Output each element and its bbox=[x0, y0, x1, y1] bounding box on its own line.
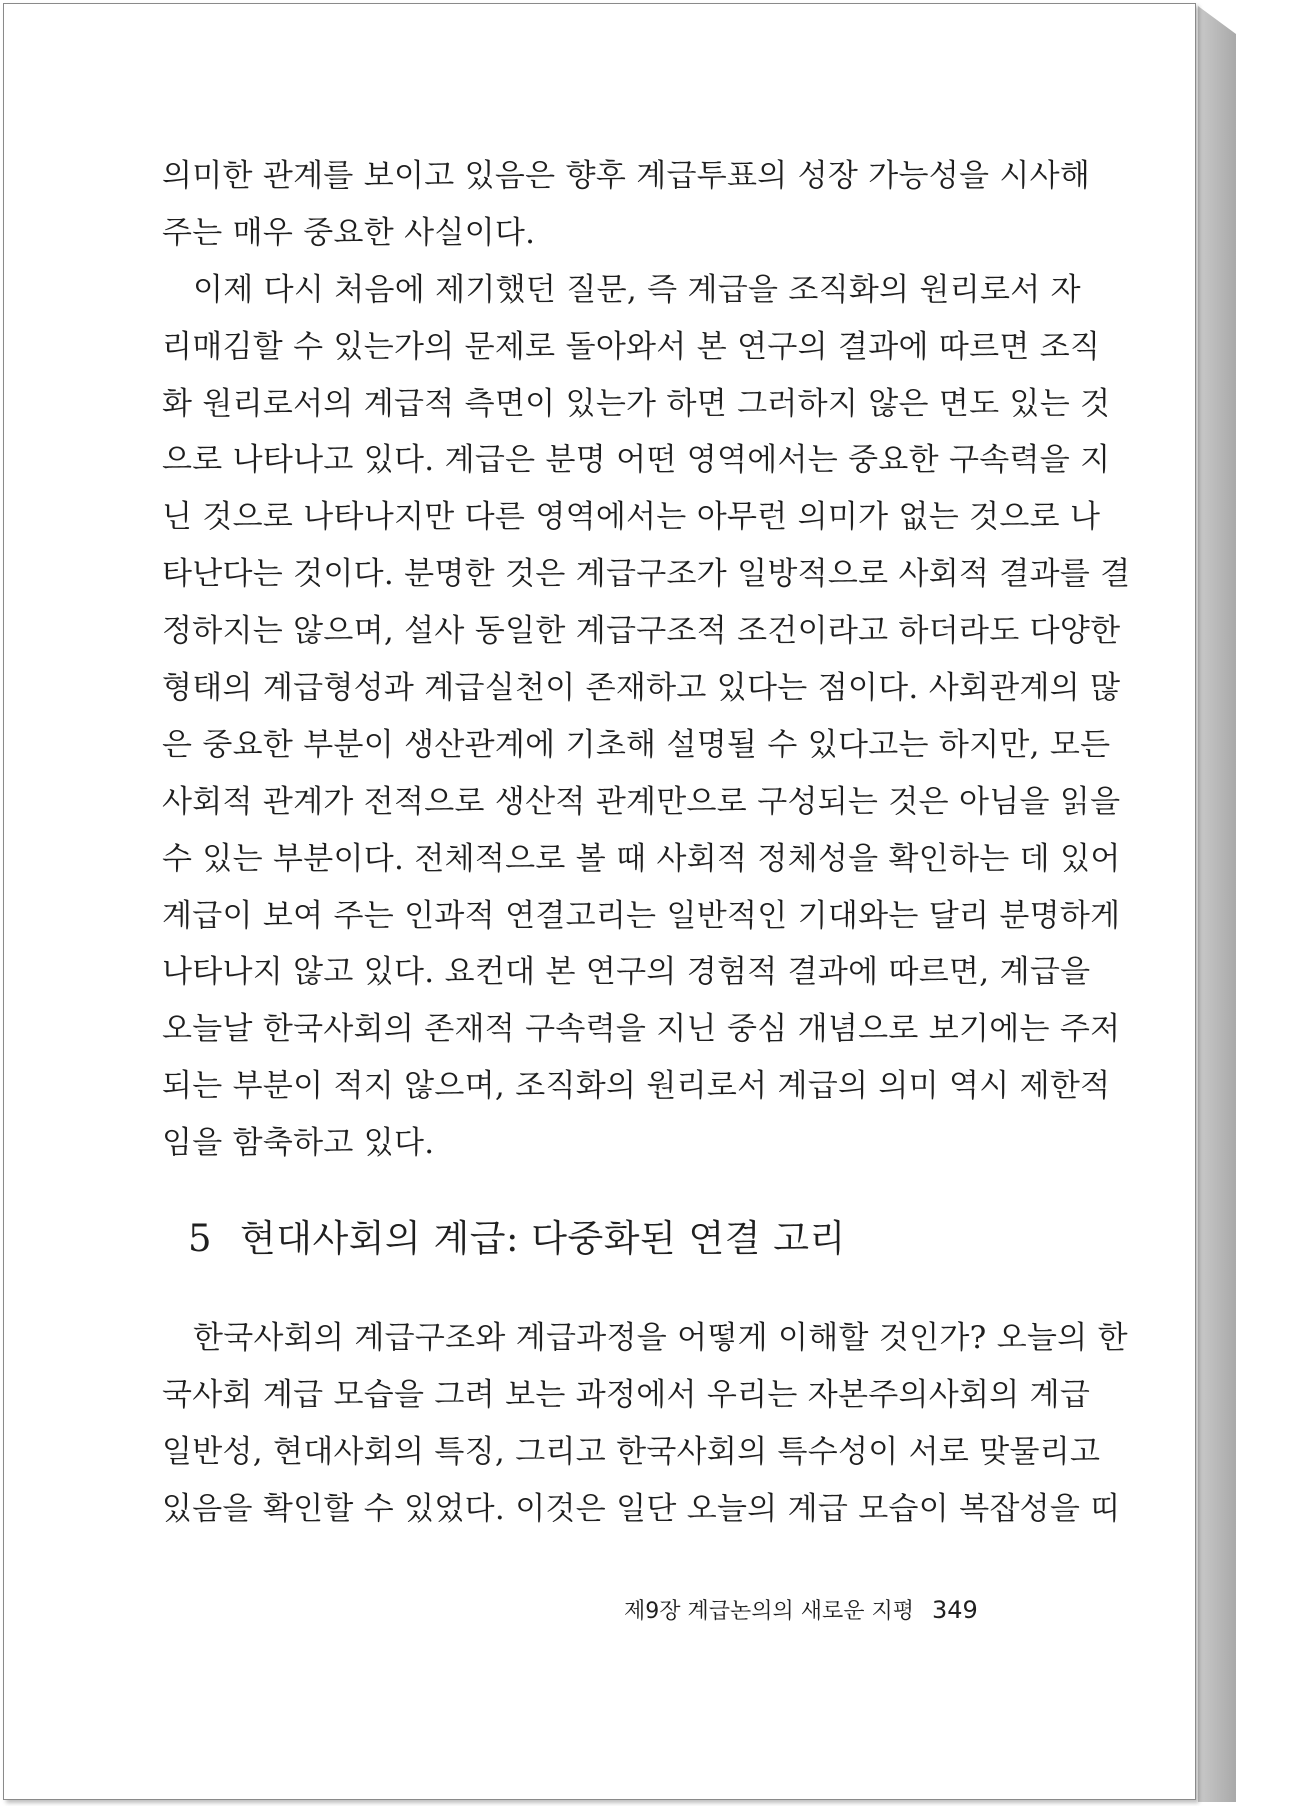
text-line: 이제 다시 처음에 제기했던 질문, 즉 계급을 조직화의 원리로서 자 bbox=[193, 271, 1081, 308]
book-page bbox=[3, 3, 1196, 1800]
text-line: 타난다는 것이다. 분명한 것은 계급구조가 일방적으로 사회적 결과를 결 bbox=[162, 556, 1131, 593]
text-line: 있음을 확인할 수 있었다. 이것은 일단 오늘의 계급 모습이 복잡성을 띠 bbox=[162, 1490, 1121, 1527]
text-line: 으로 나타나고 있다. 계급은 분명 어떤 영역에서는 중요한 구속력을 지 bbox=[162, 442, 1111, 479]
text-line: 한국사회의 계급구조와 계급과정을 어떻게 이해할 것인가? 오늘의 한 bbox=[193, 1320, 1128, 1356]
text-line: 국사회 계급 모습을 그려 보는 과정에서 우리는 자본주의사회의 계급 bbox=[162, 1376, 1091, 1413]
text-line: 정하지는 않으며, 설사 동일한 계급구조적 조건이라고 하더라도 다양한 bbox=[162, 613, 1121, 650]
text-line: 형태의 계급형성과 계급실천이 존재하고 있다는 점이다. 사회관계의 많 bbox=[162, 670, 1121, 707]
text-line: 되는 부분이 적지 않으며, 조직화의 원리로서 계급의 의미 역시 제한적 bbox=[162, 1068, 1111, 1105]
chapter-label: 제9장 계급논의의 새로운 지평 bbox=[624, 1599, 915, 1624]
text-line: 일반성, 현대사회의 특징, 그리고 한국사회의 특수성이 서로 맞물리고 bbox=[162, 1433, 1101, 1470]
body-paragraph-block-2 bbox=[162, 1310, 1128, 1538]
text-line: 리매김할 수 있는가의 문제로 돌아와서 본 연구의 결과에 따르면 조직 bbox=[162, 328, 1101, 365]
text-line: 주는 매우 중요한 사실이다. bbox=[162, 214, 536, 251]
text-line: 은 중요한 부분이 생산관계에 기초해 설명될 수 있다고는 하지만, 모든 bbox=[162, 726, 1111, 763]
page-edge-shadow bbox=[1198, 6, 1236, 1802]
body-paragraph-block-1 bbox=[162, 148, 1131, 1172]
text-line: 의미한 관계를 보이고 있음은 향후 계급투표의 성장 가능성을 시사해 bbox=[162, 158, 1091, 194]
text-line: 오늘날 한국사회의 존재적 구속력을 지닌 중심 개념으로 보기에는 주저 bbox=[162, 1011, 1121, 1048]
running-footer bbox=[624, 1594, 978, 1625]
section-heading bbox=[188, 1208, 846, 1262]
section-title: 현대사회의 계급: 다중화된 연결 고리 bbox=[240, 1217, 846, 1260]
text-line: 계급이 보여 주는 인과적 연결고리는 일반적인 기대와는 달리 분명하게 bbox=[162, 897, 1121, 934]
text-line: 사회적 관계가 전적으로 생산적 관계만으로 구성되는 것은 아님을 읽을 bbox=[162, 783, 1121, 820]
text-line: 닌 것으로 나타나지만 다른 영역에서는 아무런 의미가 없는 것으로 나 bbox=[162, 499, 1101, 536]
section-number: 5 bbox=[188, 1217, 213, 1260]
text-line: 임을 함축하고 있다. bbox=[162, 1125, 435, 1162]
page-number: 349 bbox=[932, 1596, 978, 1624]
text-line: 화 원리로서의 계급적 측면이 있는가 하면 그러하지 않은 면도 있는 것 bbox=[162, 385, 1111, 422]
text-line: 나타나지 않고 있다. 요컨대 본 연구의 경험적 결과에 따르면, 계급을 bbox=[162, 954, 1091, 991]
text-line: 수 있는 부분이다. 전체적으로 볼 때 사회적 정체성을 확인하는 데 있어 bbox=[162, 840, 1121, 877]
